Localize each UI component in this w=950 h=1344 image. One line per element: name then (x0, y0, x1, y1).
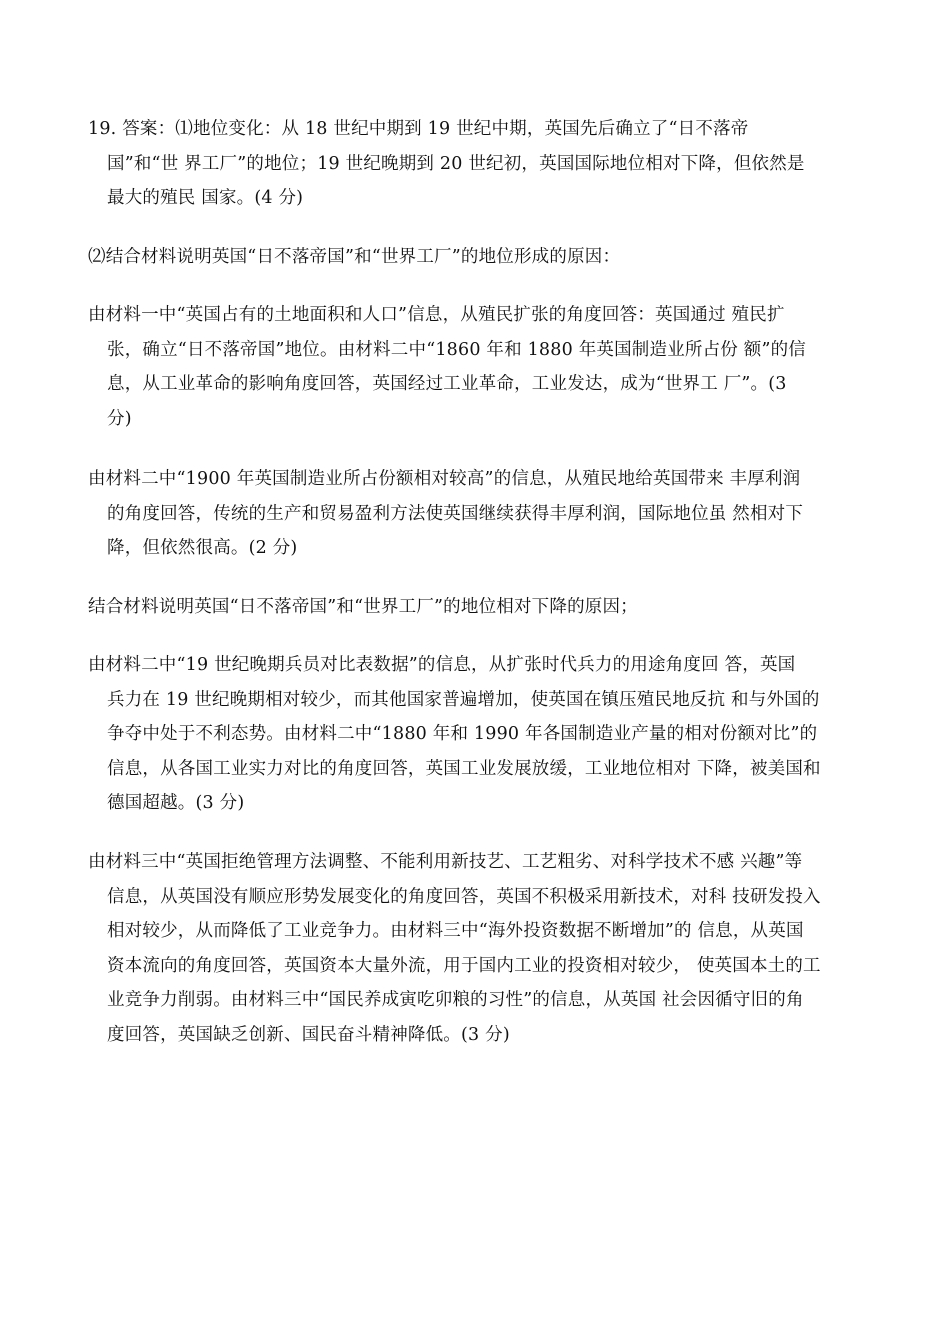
reason-military-industrial (88, 648, 868, 821)
text-line: 资本流向的角度回答，英国资本大量外流，用于国内工业的投资相对较少， 使英国本土的工 (107, 955, 821, 976)
answer-19-position-change (88, 112, 868, 216)
text-line: 张，确立“日不落帝国”地位。由材料二中“1860 年和 1880 年英国制造业所占份 额”的信 (107, 339, 807, 360)
text-line: 信息，从各国工业实力对比的角度回答，英国工业发展放缓，工业地位相对 下降，被美国和 (107, 758, 821, 779)
text-line: 19. 答案：⑴地位变化：从 18 世纪中期到 19 世纪中期，英国先后确立了“日不落帝 (88, 119, 749, 139)
text-line: 信息，从英国没有顺应形势发展变化的角度回答，英国不积极采用新技术，对科 技研发投入 (107, 886, 821, 907)
reason-innovation-capital (88, 845, 868, 1052)
text-line: 相对较少，从而降低了工业竞争力。由材料三中“海外投资数据不断增加”的 信息，从英国 (107, 921, 804, 941)
text-line: 分) (107, 408, 132, 429)
text-line: 由材料二中“1900 年英国制造业所占份额相对较高”的信息，从殖民地给英国带来 丰厚利润 (88, 469, 801, 489)
text-line: 降，但依然很高。(2 分) (107, 538, 298, 558)
text-line: 德国超越。(3 分) (107, 793, 245, 813)
text-line: 业竞争力削弱。由材料三中“国民养成寅吃卯粮的习性”的信息，从英国 社会因循守旧的角 (107, 990, 804, 1010)
text-line: 息，从工业革命的影响角度回答，英国经过工业革命，工业发达，成为“世界工 厂”。(3 (107, 374, 787, 394)
text-line: 的角度回答，传统的生产和贸易盈利方法使英国继续获得丰厚利润，国际地位虽 然相对下 (107, 503, 804, 524)
text-line: 结合材料说明英国“日不落帝国”和“世界工厂”的地位相对下降的原因； (88, 597, 638, 617)
text-line: 由材料三中“英国拒绝管理方法调整、不能利用新技艺、工艺粗劣、对科学技术不感 兴趣”等 (88, 852, 803, 872)
text-line: 争夺中处于不利态势。由材料二中“1880 年和 1990 年各国制造业产量的相对份额对比”的 (107, 724, 818, 744)
text-line: 由材料一中“英国占有的土地面积和人口”信息，从殖民扩张的角度回答：英国通过 殖民扩 (88, 305, 785, 325)
text-line: 度回答，英国缺乏创新、国民奋斗精神降低。(3 分) (107, 1024, 510, 1045)
text-line: 由材料二中“19 世纪晚期兵员对比表数据”的信息，从扩张时代兵力的用途角度回 答，英国 (88, 655, 796, 675)
reason-colonial-profit (88, 462, 868, 566)
decline-reasons-heading (88, 590, 868, 625)
text-line: ⑵结合材料说明英国“日不落帝国”和“世界工厂”的地位形成的原因： (88, 247, 621, 267)
question-2-heading (88, 240, 868, 275)
reason-colonial-expansion (88, 298, 868, 436)
text-line: 国”和“世 界工厂”的地位；19 世纪晚期到 20 世纪初，英国国际地位相对下降，但依然是 (107, 153, 805, 174)
text-line: 最大的殖民 国家。(4 分) (107, 188, 304, 208)
text-line: 兵力在 19 世纪晚期相对较少，而其他国家普遍增加，使英国在镇压殖民地反抗 和与外国的 (107, 689, 820, 710)
